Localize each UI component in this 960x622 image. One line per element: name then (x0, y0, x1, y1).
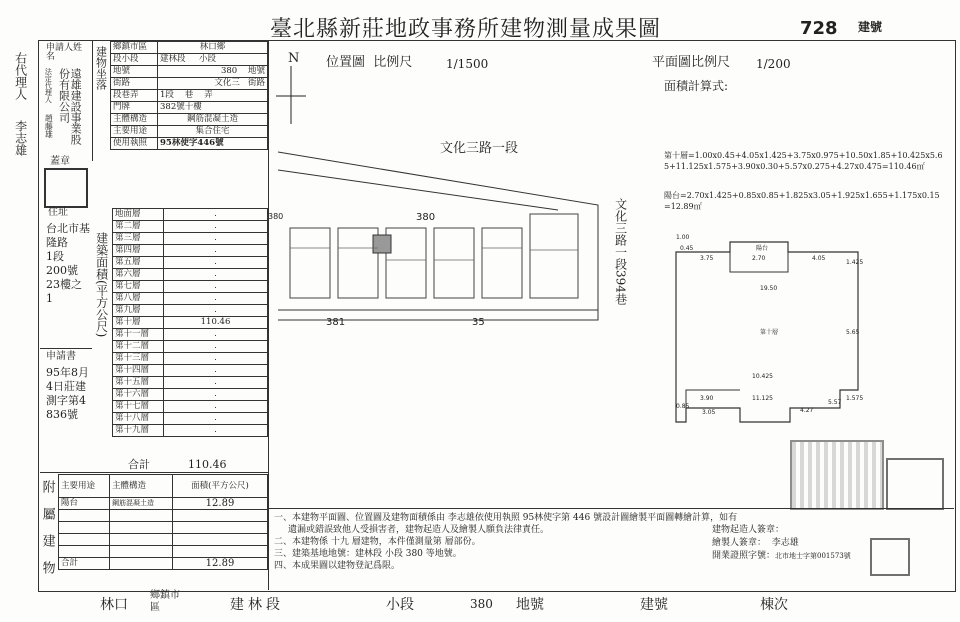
floor-name: 第九層 (113, 305, 164, 317)
annex-table (58, 474, 268, 570)
floor-row (113, 221, 268, 233)
floor-area: . (164, 221, 268, 233)
footer-subsection-label: 小段 (386, 597, 414, 613)
plan-dim: 4.05 (812, 255, 826, 262)
floor-name: 第六層 (113, 269, 164, 281)
plan-dim: 4.27 (800, 407, 814, 414)
location-scale-label: 比例尺 (373, 55, 413, 70)
side-lot-label: 380 (268, 212, 284, 221)
plan-dim: 10.425 (752, 373, 773, 380)
note-line: 一、本建物平面圖、位置圖及建物面積係由 李志雄依使用執照 95林使字第 446 號設計圖繪製平面圖轉繪計算，如有 (274, 513, 738, 523)
notes-divider (268, 508, 954, 509)
location-map-title: 位置圖 (326, 55, 366, 70)
annex-area: 12.89 (173, 498, 268, 510)
annex-use: 陽台 (59, 498, 110, 510)
floor-area: . (164, 401, 268, 413)
plan-dim: 0.85 (676, 403, 690, 410)
annex-structure: 鋼筋混凝土造 (110, 498, 173, 510)
address-line: 1 (46, 292, 53, 305)
floor-name: 第十九層 (113, 425, 164, 437)
floors-total-line (40, 472, 268, 473)
plan-dim: 11.125 (752, 395, 773, 402)
door-value: 382號十樓 (158, 102, 268, 114)
applicant-seal (44, 168, 88, 208)
annex-area-label: 面積(平方公尺) (173, 475, 268, 498)
floor-area: . (164, 353, 268, 365)
address-line: 200號 (46, 264, 78, 277)
compass-icon (276, 66, 306, 126)
note-line: 二、本建物係 十九 層建物，本件僅測量第 層部份。 (274, 537, 481, 547)
floor-name: 第十一層 (113, 329, 164, 341)
door-label: 門牌 (111, 102, 158, 114)
floor-name: 地面層 (113, 209, 164, 221)
floor-row (113, 281, 268, 293)
plan-scale: 1/200 (756, 57, 791, 71)
address-line: 台北市基隆路 (46, 222, 90, 249)
district-value: 林口鄉 (158, 42, 268, 54)
district-label: 鄉鎮市區 (111, 42, 158, 54)
floor-area: . (164, 245, 268, 257)
floor-area: . (164, 413, 268, 425)
floor-name: 第十七層 (113, 401, 164, 413)
signatures-block (712, 524, 872, 563)
floor-area: . (164, 329, 268, 341)
drafter-seal-stamp (886, 458, 944, 510)
applicant-rep-name: 趙藤雄 (44, 114, 54, 138)
drafter-signature-label: 繪製人簽章： (712, 538, 767, 548)
floor-name: 第十三層 (113, 353, 164, 365)
floor-row (113, 353, 268, 365)
floor-row (113, 425, 268, 437)
signature-seal-stamp (870, 538, 910, 576)
applicant-name: 遠雄建設事業股份有限公司 (57, 68, 83, 145)
notes-block (274, 512, 738, 572)
plan-scale-label: 平面圖比例尺 (652, 55, 731, 70)
application-label: 申請書 (46, 351, 76, 362)
plan-dim: 3.75 (700, 255, 714, 262)
floor-area: . (164, 293, 268, 305)
floor-row (113, 377, 268, 389)
floor-name: 第七層 (113, 281, 164, 293)
road-top-label: 文化三路一段 (440, 141, 519, 156)
floors-table (112, 208, 268, 437)
structure-value: 鋼筋混凝土造 (158, 114, 268, 126)
official-seal-stamp (790, 440, 884, 510)
agent-name: 李志雄 (13, 120, 28, 156)
floor-area: . (164, 281, 268, 293)
floor-name: 第十八層 (113, 413, 164, 425)
north-arrow-icon: N (288, 51, 300, 66)
footer-build-no-label: 建號 (640, 597, 668, 613)
plan-dim: 3.90 (700, 395, 714, 402)
section-label: 段小段 (111, 54, 158, 66)
plan-dim: 3.05 (702, 409, 716, 416)
purpose-label: 主要用途 (111, 126, 158, 138)
note-line: 遺漏或錯誤致他人受損害者，建物起造人及繪製人願負法律責任。 (288, 525, 550, 535)
address-divider (40, 348, 92, 349)
floor-row (113, 305, 268, 317)
plan-dim: 2.70 (752, 255, 766, 262)
location-scale: 1/1500 (446, 57, 489, 71)
floor-name: 第十六層 (113, 389, 164, 401)
plan-dim: 0.45 (680, 245, 694, 252)
plan-room-floor10: 第十層 (760, 329, 779, 336)
owner-signature-label: 建物起造人簽章： (712, 525, 785, 535)
plan-dim: 5.57 (828, 399, 842, 406)
floor-row (113, 389, 268, 401)
permit-label: 使用執照 (111, 138, 158, 150)
application-text: 95年8月4日莊建測字第4836號 (46, 366, 89, 421)
footer-district: 林口 (100, 597, 128, 613)
road-right-label: 文化三路一段394巷 (613, 198, 628, 305)
footer-unit-label: 棟次 (760, 597, 788, 613)
note-line: 四、本成果圖以建物登記爲限。 (274, 561, 401, 571)
floor-row (113, 233, 268, 245)
floor-name: 第十五層 (113, 377, 164, 389)
street-label: 街路 (111, 78, 158, 90)
building-location-label: 建物坐落 (94, 46, 108, 90)
address-line: 23樓之 (46, 278, 82, 291)
floor-name: 第十二層 (113, 341, 164, 353)
applicant-rep-label: 法定代理人 (44, 68, 53, 103)
floor-name: 第四層 (113, 245, 164, 257)
location-map-label (326, 56, 412, 69)
plan-dim: 1.575 (846, 395, 864, 402)
floor-area: . (164, 305, 268, 317)
floors-total-value: 110.46 (188, 458, 227, 471)
drafter-name: 李志雄 (771, 538, 799, 548)
lot-381-label: 381 (326, 317, 346, 328)
floor-area: . (164, 365, 268, 377)
floor-row (113, 293, 268, 305)
plan-room-balcony: 陽台 (756, 245, 769, 252)
plan-dim: 1.425 (846, 259, 864, 266)
footer-district-unit: 鄉鎮市區 (150, 590, 180, 613)
lane-mid: 巷 (184, 90, 194, 100)
calc-floor-formula: 第十層=1.00x0.45+4.05x1.425+3.75x0.975+10.50x1.85+10.425x5.65+11.125x1.575+3.90x0.30+5.57x0.275+4.27x0.475=110.46㎡ (664, 151, 943, 171)
lot-35-label: 35 (472, 317, 485, 328)
land-no-label: 地號 (111, 66, 158, 78)
floor-name: 第二層 (113, 221, 164, 233)
floor-row (113, 413, 268, 425)
subsection-value: 小段 (199, 54, 217, 64)
lane-value: 1段 (160, 90, 174, 100)
floor-row (113, 329, 268, 341)
floor-row (113, 317, 268, 329)
agent-label: 右代理人 (13, 52, 28, 100)
structure-label: 主體構造 (111, 114, 158, 126)
lane-label: 段巷弄 (111, 90, 158, 102)
calc-label: 面積計算式: (664, 79, 729, 93)
annex-total-label: 合計 (59, 558, 110, 570)
lot-380-label: 380 (416, 212, 436, 223)
plan-dim: 5.65 (846, 329, 860, 336)
floor-name: 第十四層 (113, 365, 164, 377)
street-unit: 街路 (247, 78, 265, 88)
street-value: 文化三 (214, 78, 240, 88)
floor-area: . (164, 233, 268, 245)
floor-row (113, 245, 268, 257)
floor-row (113, 269, 268, 281)
floor-name: 第三層 (113, 233, 164, 245)
location-map-drawing (268, 150, 608, 340)
license-value: 北市地士字第001573號 (775, 552, 851, 560)
floor-area: . (164, 269, 268, 281)
section-value: 建林段 (160, 54, 186, 64)
build-stamp: 建號 (858, 20, 883, 34)
purpose-value: 集合住宅 (158, 126, 268, 138)
document-title: 臺北縣新莊地政事務所建物測量成果圖 (270, 17, 662, 42)
floor-name: 第八層 (113, 293, 164, 305)
floor-row (113, 341, 268, 353)
floor-area: . (164, 209, 268, 221)
license-label: 開業證照字號： (712, 551, 776, 561)
land-no-unit: 地號 (247, 66, 265, 76)
plan-dim: 1.00 (676, 234, 690, 241)
floors-group-label: 建築面積(平方公尺) (94, 232, 109, 338)
address-label: 住址 (48, 207, 68, 218)
address-line: 1段 (46, 250, 64, 263)
calc-balcony-formula: 陽台=2.70x1.425+0.85x0.85+1.825x3.05+1.925x1.655+1.175x0.15=12.89㎡ (664, 191, 940, 211)
floor-area: . (164, 257, 268, 269)
location-table (110, 41, 268, 150)
footer-section: 建林段 (230, 597, 284, 613)
document-number: 728 (800, 18, 838, 39)
floor-area: . (164, 341, 268, 353)
floor-area: 110.46 (164, 317, 268, 329)
annex-total: 12.89 (173, 558, 268, 570)
floor-area: . (164, 377, 268, 389)
floor-row (113, 209, 268, 221)
floor-row (113, 401, 268, 413)
footer-land-no-label: 地號 (516, 597, 544, 613)
floors-total-label: 合計 (128, 458, 150, 471)
seal-label: 蓋章 (50, 156, 70, 167)
applicant-label: 申請人姓名 (46, 43, 83, 62)
note-line: 三、建築基地地號：建林段 小段 380 等地號。 (274, 549, 462, 559)
address-lines (46, 222, 90, 306)
floor-name: 第五層 (113, 257, 164, 269)
annex-label: 附屬建物 (39, 480, 55, 588)
plan-dim: 19.50 (760, 285, 778, 292)
permit-value: 95林使字446號 (158, 138, 268, 150)
floor-area: . (164, 389, 268, 401)
lane-unit: 弄 (204, 90, 213, 100)
annex-use-label: 主要用途 (59, 475, 110, 498)
annex-structure-label: 主體構造 (110, 475, 173, 498)
footer-land-no: 380 (470, 597, 493, 611)
footer (38, 590, 954, 620)
land-no-value: 380 (220, 66, 238, 76)
floor-row (113, 365, 268, 377)
floor-name: 第十層 (113, 317, 164, 329)
floor-row (113, 257, 268, 269)
floor-area: . (164, 425, 268, 437)
